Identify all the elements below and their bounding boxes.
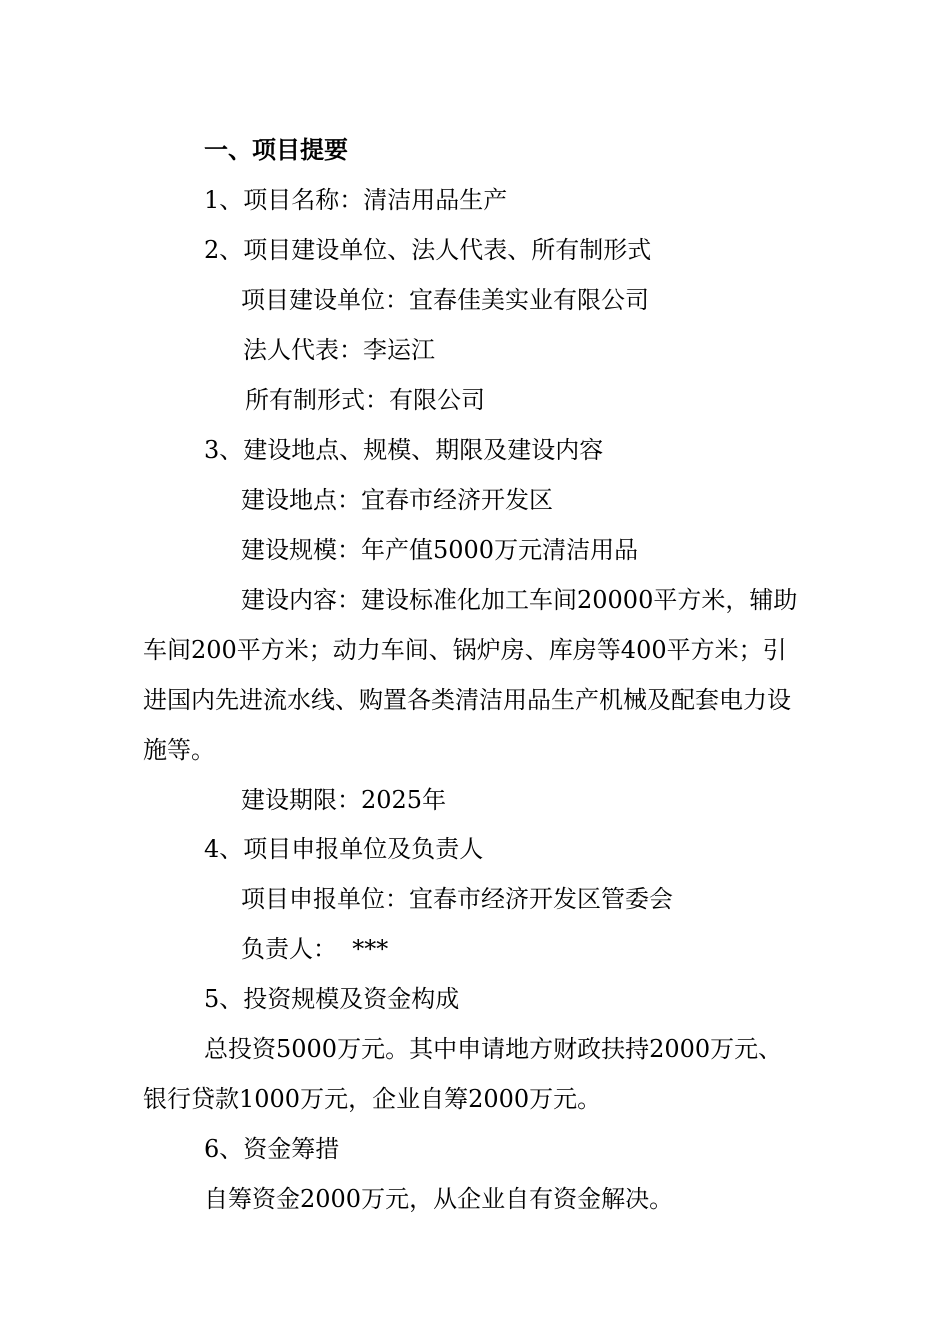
construction-content-line-3: 进国内先进流水线、购置各类清洁用品生产机械及配套电力设 <box>143 686 791 714</box>
investment-line-2: 银行贷款1000万元，企业自筹2000万元。 <box>143 1085 602 1113</box>
legal-representative-line: 法人代表：李运江 <box>243 336 435 364</box>
funding-line: 自筹资金2000万元，从企业自有资金解决。 <box>204 1185 674 1213</box>
project-name-line: 1、项目名称：清洁用品生产 <box>204 186 508 214</box>
construction-period-line: 建设期限：2025年 <box>241 786 447 814</box>
investment-line-1: 总投资5000万元。其中申请地方财政扶持2000万元、 <box>204 1035 783 1063</box>
construction-scale-line: 建设规模：年产值5000万元清洁用品 <box>241 536 639 564</box>
construction-content-line-2: 车间200平方米；动力车间、锅炉房、库房等400平方米；引 <box>143 636 787 664</box>
responsible-person-line: 负责人： *** <box>241 935 389 963</box>
item2-title: 2、项目建设单位、法人代表、所有制形式 <box>204 236 652 264</box>
construction-content-line-4: 施等。 <box>143 736 215 764</box>
ownership-form-line: 所有制形式：有限公司 <box>245 386 485 414</box>
item5-title: 5、投资规模及资金构成 <box>204 985 460 1013</box>
construction-unit-line: 项目建设单位：宜春佳美实业有限公司 <box>241 286 649 314</box>
item3-title: 3、建设地点、规模、期限及建设内容 <box>204 436 604 464</box>
applicant-unit-line: 项目申报单位：宜春市经济开发区管委会 <box>241 885 673 913</box>
item6-title: 6、资金筹措 <box>204 1135 340 1163</box>
item4-title: 4、项目申报单位及负责人 <box>204 835 484 863</box>
construction-content-line-1: 建设内容：建设标准化加工车间20000平方米，辅助 <box>241 586 798 614</box>
construction-location-line: 建设地点：宜春市经济开发区 <box>241 486 553 514</box>
section-heading: 一、项目提要 <box>204 135 348 164</box>
